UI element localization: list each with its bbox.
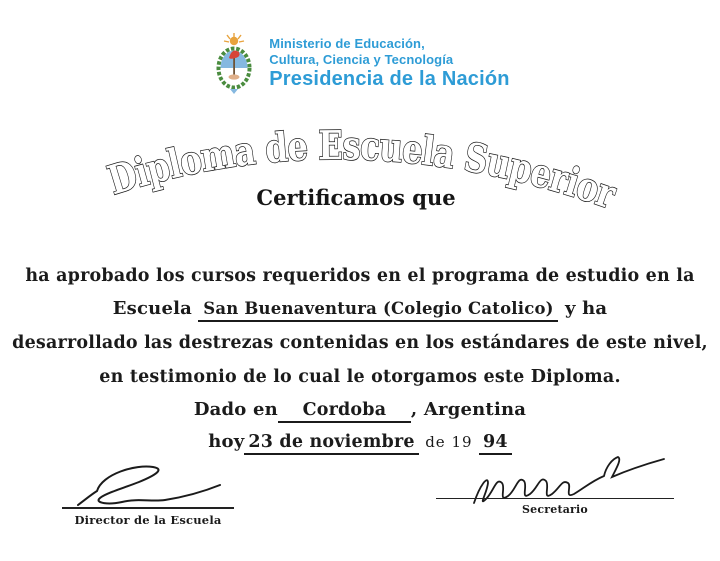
school-name-field: San Buenaventura (Colegio Catolico) (198, 300, 558, 322)
secretary-signature-block (436, 455, 674, 516)
body-line-2: desarrollado las destrezas contenidas en los estándares de este nivel, (12, 333, 708, 353)
city-field: Cordoba (278, 400, 411, 423)
secretary-role-label: Secretario (522, 503, 588, 516)
body-line-3: en testimonio de lo cual le otorgamos este Diploma. (99, 367, 621, 387)
year-field: 94 (479, 432, 512, 455)
after-school-label: y ha (564, 298, 608, 319)
day-label: hoy (208, 431, 245, 452)
header (0, 33, 720, 95)
diploma-title (0, 110, 720, 240)
place-line (0, 399, 720, 423)
school-line (0, 298, 720, 322)
school-label: Escuela (112, 298, 193, 319)
director-signature-line (62, 507, 234, 509)
country-label: , Argentina (410, 399, 527, 420)
date-line (0, 431, 720, 455)
year-prefix-label: de 19 (425, 433, 473, 451)
certify-subtitle: Certificamos que (256, 185, 456, 210)
diploma-title-text: Diploma de Escuela Superior (102, 122, 625, 220)
ministry-line-2: Cultura, Ciencia y Tecnología (269, 51, 454, 67)
secretary-signature-line (436, 498, 674, 499)
presidency-line: Presidencia de la Nación (269, 68, 510, 91)
director-signature-block (62, 461, 234, 527)
body-line-1: ha aprobado los cursos requeridos en el programa de estudio en la (25, 266, 695, 286)
ministry-line-1: Ministerio de Educación, (269, 36, 425, 52)
director-role-label: Director de la Escuela (74, 513, 222, 527)
given-label: Dado en (193, 399, 278, 420)
header-text (269, 36, 509, 91)
argentina-coat-of-arms-icon (210, 33, 258, 95)
date-field: 23 de noviembre (244, 432, 418, 455)
